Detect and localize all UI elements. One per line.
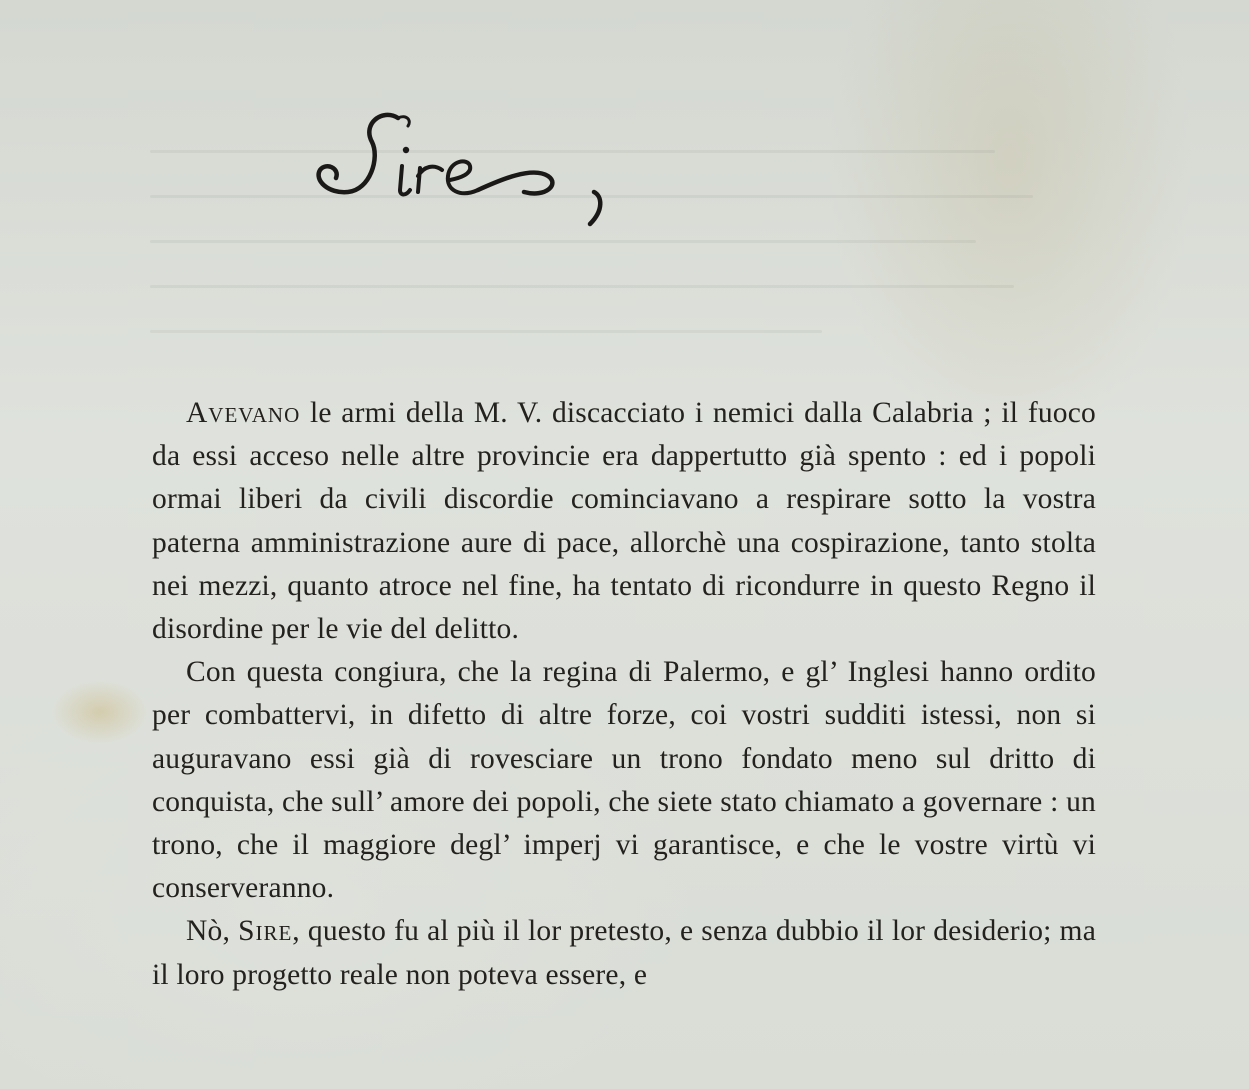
paragraph-text-before: Nò,: [186, 915, 239, 948]
paragraph-lead-word: Avevano: [186, 397, 301, 429]
paragraph: [152, 910, 1096, 996]
show-through-line: [150, 285, 1014, 288]
show-through-line: [150, 330, 822, 333]
salutation-script: [310, 80, 650, 250]
paragraph-text: Con questa congiura, che la regina di Palermo, e gl’ Inglesi hanno ordito per combattervi, in difetto di altre forze, coi vostri sudditi istessi, non si auguravano essi già di rovesciare un trono fondato meno sul dritto di conquista, che sull’ amore dei popoli, che siete stato chiamato a governare : un trono, che il maggiore degl’ imperj vi garantisce, e che le vostre virtù vi conserveranno.: [152, 656, 1096, 905]
paragraph-text: , questo fu al più il lor pretesto, e senza dubbio il lor desiderio; ma il loro progetto reale non poteva essere, e: [152, 915, 1097, 991]
body-text: [152, 392, 1096, 997]
salutation-heading: [310, 80, 650, 250]
paragraph: [152, 392, 1096, 651]
page-bottom-shade: [0, 1059, 1249, 1089]
paragraph-lead-word: Sire: [238, 915, 293, 948]
paragraph: [152, 651, 1096, 910]
paragraph-text: le armi della M. V. discacciato i nemici dalla Calabria ; il fuoco da essi acceso nelle altre provincie era dappertutto già spento : ed i popoli ormai liberi da civili discordie cominciavano a respirare sotto la vostra paterna amministrazione aure di pace, allorchè una cospirazione, tanto stolta nei mezzi, quanto atroce nel fine, ha tentato di ricondurre in questo Regno il disordine per le vie del delitto.: [152, 397, 1096, 646]
